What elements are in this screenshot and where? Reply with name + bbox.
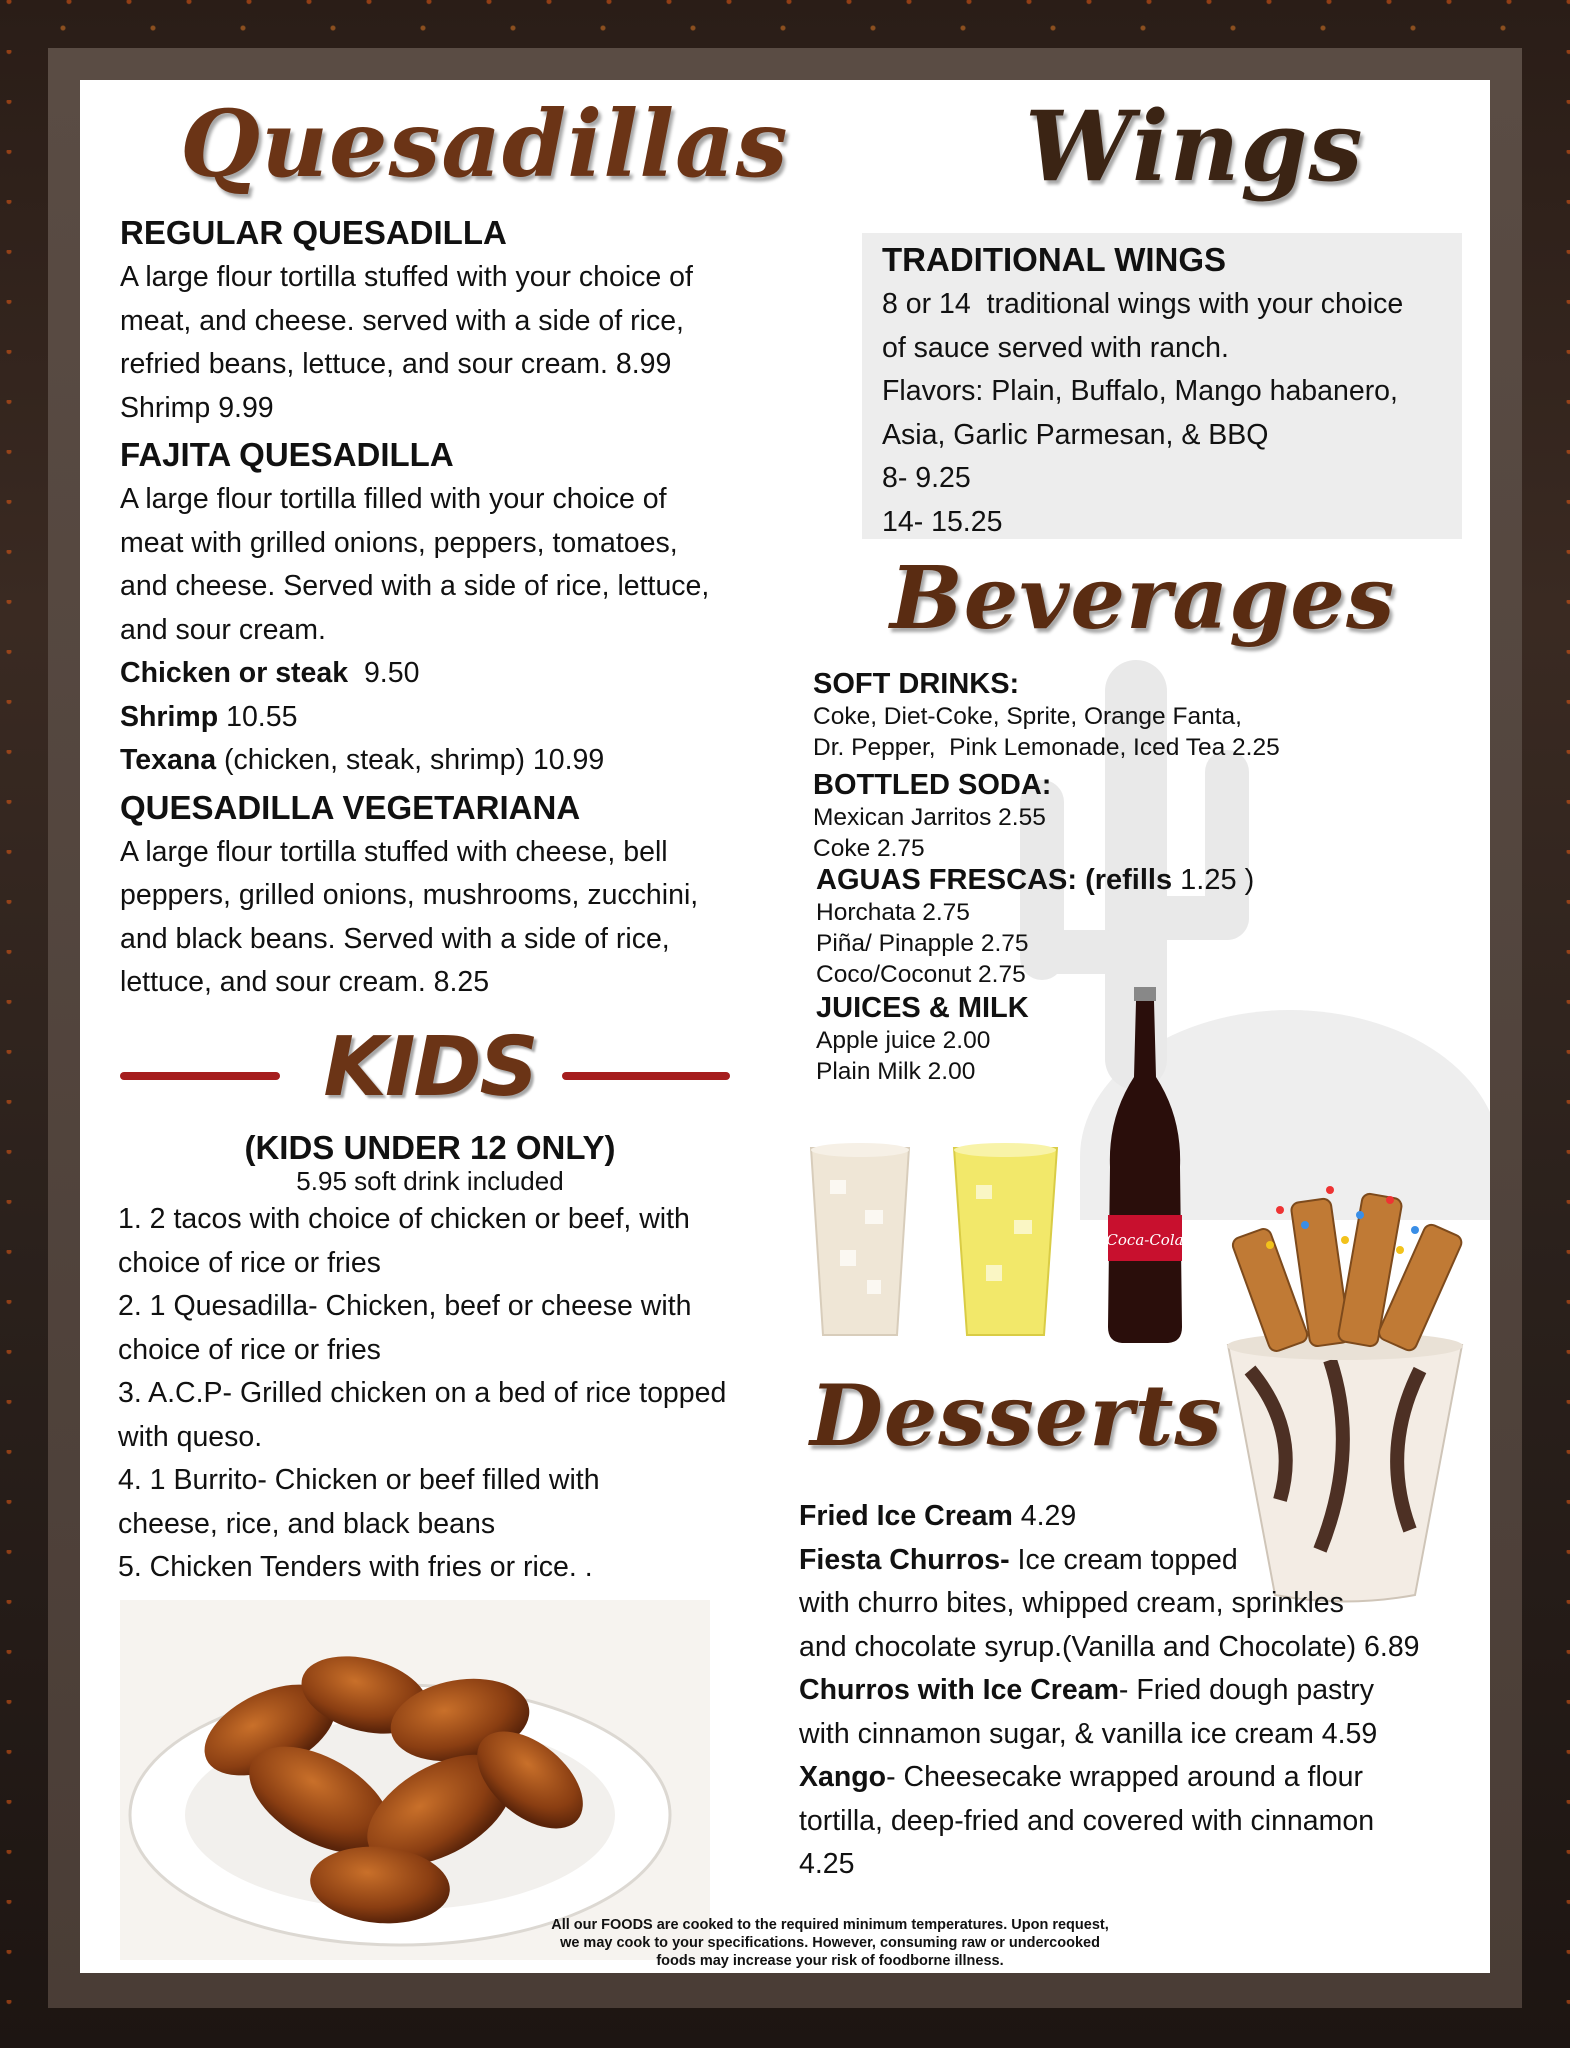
juices-line: Apple juice 2.00 <box>816 1027 991 1054</box>
fajita-option-label: Texana <box>120 744 217 776</box>
vegetariana-line: lettuce, and sour cream. 8.25 <box>120 966 490 998</box>
dessert-fried-ice-cream <box>799 1495 1479 1539</box>
fajita-option-price: 9.50 <box>348 657 420 689</box>
juices-milk-title: JUICES & MILK <box>816 992 1029 1024</box>
wings-box <box>862 233 1462 539</box>
dessert-line: 4.25 <box>799 1848 855 1880</box>
kids-item-line: cheese, rice, and black beans <box>118 1507 496 1540</box>
vegetariana-line: A large flour tortilla stuffed with cheese, bell <box>120 835 668 868</box>
dessert-price: 4.29 <box>1012 1500 1077 1532</box>
beverages-heading: Beverages <box>890 548 1396 649</box>
kids-heading: KIDS <box>323 1020 537 1115</box>
bottled-soda-line: Coke 2.75 <box>813 835 925 862</box>
wings-line: of sauce served with ranch. <box>882 331 1229 364</box>
dessert-line: and chocolate syrup.(Vanilla and Chocolate) 6.89 <box>799 1630 1420 1663</box>
chicken-wings-plate-image <box>120 1600 710 1960</box>
wings-heading: Wings <box>1025 90 1364 203</box>
aguas-frescas-title-text: AGUAS FRESCAS: (refills <box>816 864 1173 896</box>
fajita-option <box>120 652 800 696</box>
vegetariana-line: peppers, grilled onions, mushrooms, zucchini, <box>120 879 699 911</box>
wings-price: 8- 9.25 <box>882 462 971 494</box>
kids-subtitle-block <box>120 1130 740 1196</box>
disclaimer-line: we may cook to your specifications. However, consuming raw or undercooked <box>560 1935 1100 1951</box>
quesadillas-heading: Quesadillas <box>180 90 789 198</box>
dessert-line: with cinnamon sugar, & vanilla ice cream 4.59 <box>799 1717 1378 1750</box>
fajita-quesadilla-line: and cheese. Served with a side of rice, lettuce, <box>120 570 710 602</box>
menu-page <box>80 80 1490 1973</box>
bottle-label-text: Coca-Cola <box>1106 1231 1184 1249</box>
dessert-churros-ice-cream <box>799 1669 1479 1713</box>
fajita-quesadilla-name: FAJITA QUESADILLA <box>120 436 454 473</box>
dessert-name: Xango <box>799 1761 887 1793</box>
soft-drinks-line: Dr. Pepper, Pink Lemonade, Iced Tea 2.25 <box>813 734 1280 761</box>
quesadillas-section <box>120 210 800 1005</box>
kids-item-line: 3. A.C.P- Grilled chicken on a bed of rice topped <box>118 1377 727 1409</box>
aguas-refill-price: 1.25 ) <box>1172 864 1255 896</box>
dessert-line: tortilla, deep-fried and covered with cinnamon <box>799 1804 1375 1837</box>
regular-quesadilla-name: REGULAR QUESADILLA <box>120 214 507 251</box>
disclaimer-line: foods may increase your risk of foodborne illness. <box>656 1953 1004 1969</box>
kids-divider-right <box>562 1072 730 1080</box>
desserts-section <box>799 1495 1479 1887</box>
dessert-line: with churro bites, whipped cream, sprinkles <box>799 1587 1344 1619</box>
kids-menu-list <box>118 1198 808 1590</box>
fajita-option-price: 10.55 <box>218 700 298 733</box>
fajita-quesadilla-line: and sour cream. <box>120 613 326 646</box>
wings-line: Asia, Garlic Parmesan, & BBQ <box>882 418 1269 451</box>
pineapple-agua-glass-image <box>948 1140 1063 1340</box>
dessert-name: Fiesta Churros- <box>799 1543 1010 1576</box>
aguas-frescas-title <box>816 864 1433 897</box>
kids-subtitle: (KIDS UNDER 12 ONLY) <box>244 1129 616 1166</box>
kids-item-line: with queso. <box>118 1420 263 1453</box>
fajita-quesadilla-line: A large flour tortilla filled with your choice of <box>120 483 667 515</box>
kids-item-line: 4. 1 Burrito- Chicken or beef filled with <box>118 1464 600 1496</box>
fajita-quesadilla-line: meat with grilled onions, peppers, tomatoes, <box>120 526 678 559</box>
regular-quesadilla-line: Shrimp 9.99 <box>120 391 274 424</box>
aguas-line: Piña/ Pinapple 2.75 <box>816 930 1029 957</box>
fajita-option-label: Chicken or steak <box>120 657 349 689</box>
regular-quesadilla-line: A large flour tortilla stuffed with your choice of <box>120 261 693 293</box>
soft-drinks-title: SOFT DRINKS: <box>813 668 1020 700</box>
bottled-soda-line: Mexican Jarritos 2.55 <box>813 804 1046 831</box>
food-safety-disclaimer <box>520 1916 1140 1970</box>
horchata-glass-image <box>805 1140 915 1340</box>
regular-quesadilla-line: refried beans, lettuce, and sour cream. 8.99 <box>120 348 672 380</box>
bottled-soda-title: BOTTLED SODA: <box>813 769 1052 801</box>
disclaimer-line: All our FOODS are cooked to the required minimum temperatures. Upon request, <box>551 1917 1109 1933</box>
traditional-wings-name: TRADITIONAL WINGS <box>882 241 1227 278</box>
juices-line: Plain Milk 2.00 <box>816 1058 976 1085</box>
wings-line: Flavors: Plain, Buffalo, Mango habanero, <box>882 375 1398 407</box>
fajita-option <box>120 739 800 783</box>
dessert-xango <box>799 1756 1479 1800</box>
dessert-name: Fried Ice Cream <box>799 1500 1013 1532</box>
wings-price: 14- 15.25 <box>882 505 1003 538</box>
aguas-line: Coco/Coconut 2.75 <box>816 961 1026 988</box>
vegetariana-line: and black beans. Served with a side of rice, <box>120 922 670 955</box>
desserts-heading: Desserts <box>810 1366 1223 1465</box>
kids-note: 5.95 soft drink included <box>296 1166 564 1196</box>
fajita-option-label: Shrimp <box>120 700 219 733</box>
kids-item-line: 1. 2 tacos with choice of chicken or beef, with <box>118 1203 690 1235</box>
fajita-option <box>120 696 800 740</box>
kids-item-line: 2. 1 Quesadilla- Chicken, beef or cheese with <box>118 1290 692 1322</box>
coca-cola-bottle-image <box>1090 987 1200 1347</box>
wings-line: 8 or 14 traditional wings with your choice <box>882 288 1404 320</box>
vegetariana-quesadilla-name: QUESADILLA VEGETARIANA <box>120 788 581 826</box>
soft-drinks-line: Coke, Diet-Coke, Sprite, Orange Fanta, <box>813 703 1242 730</box>
regular-quesadilla-line: meat, and cheese. served with a side of rice, <box>120 304 684 337</box>
aguas-line: Horchata 2.75 <box>816 899 970 926</box>
dessert-desc: - Fried dough pastry <box>1118 1674 1374 1706</box>
fajita-option-price: (chicken, steak, shrimp) 10.99 <box>216 744 605 776</box>
kids-item-line: 5. Chicken Tenders with fries or rice. . <box>118 1551 593 1583</box>
kids-item-line: choice of rice or fries <box>118 1333 381 1366</box>
dessert-desc: - Cheesecake wrapped around a flour <box>886 1761 1363 1793</box>
kids-item-line: choice of rice or fries <box>118 1246 381 1279</box>
dessert-name: Churros with Ice Cream <box>799 1674 1119 1706</box>
dessert-desc: Ice cream topped <box>1009 1543 1238 1576</box>
dessert-fiesta-churros <box>799 1539 1479 1583</box>
